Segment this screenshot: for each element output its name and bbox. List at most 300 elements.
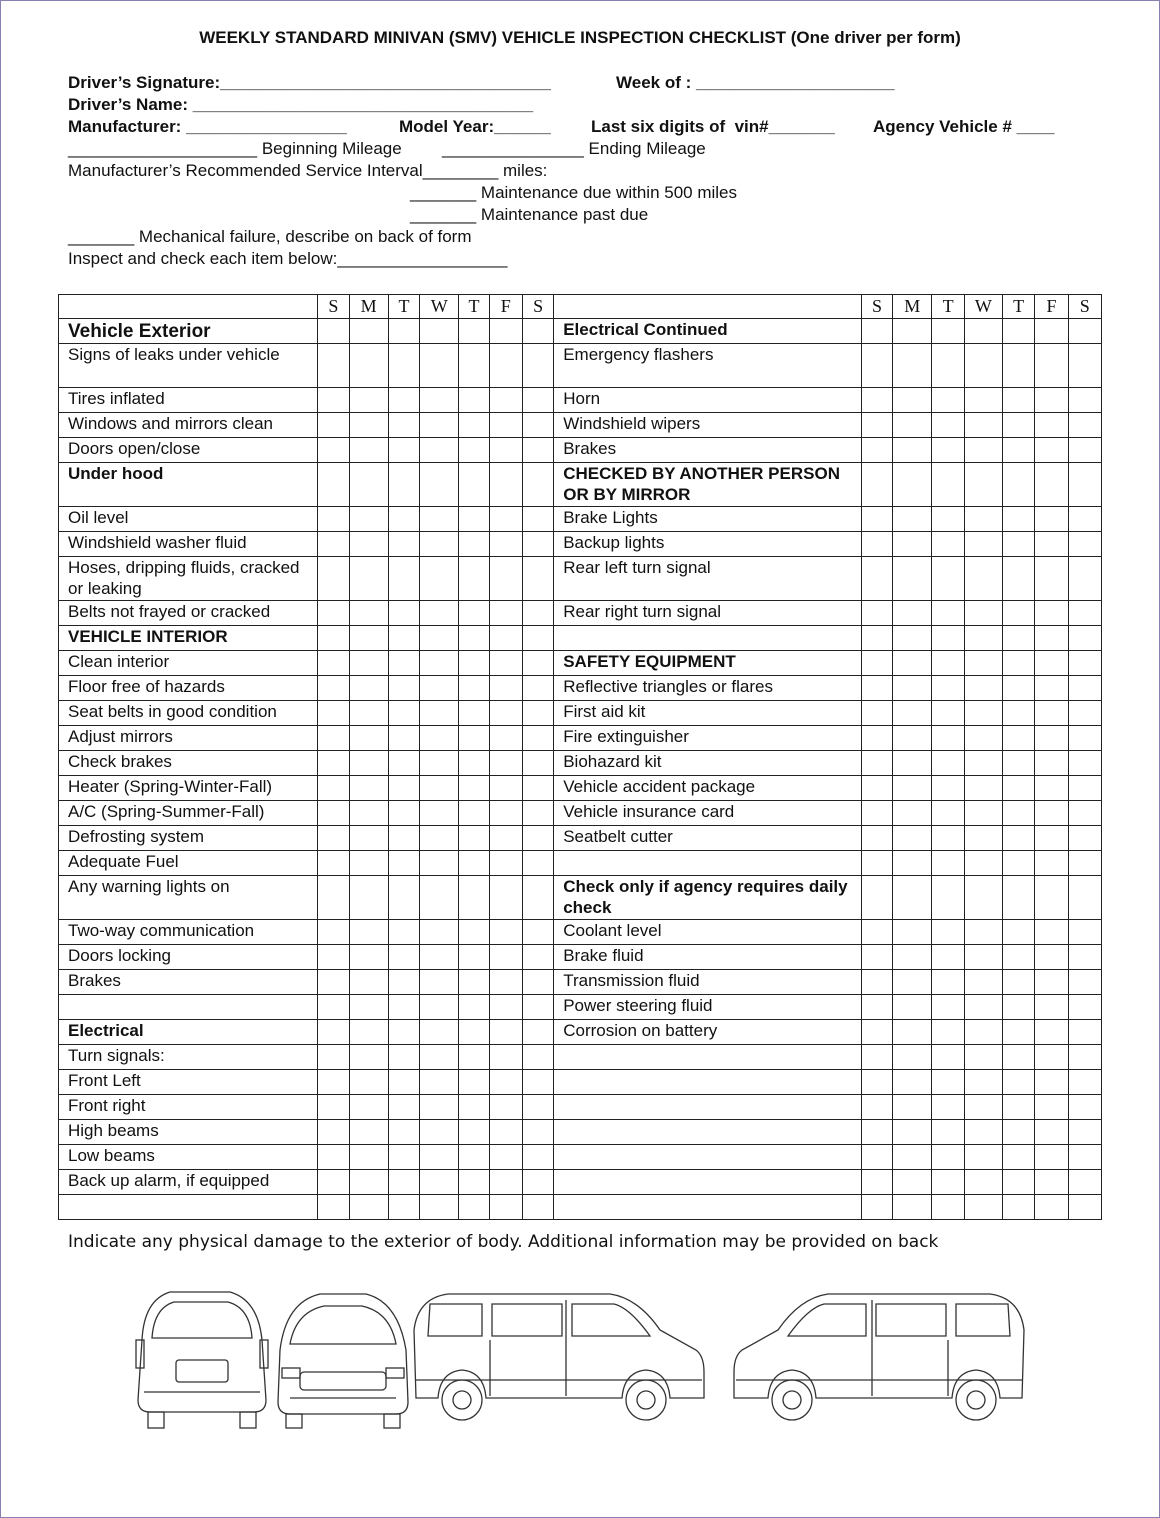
left-checkbox-day-6[interactable] — [522, 438, 553, 463]
right-checkbox-day-0[interactable] — [861, 970, 892, 995]
driver-name-field[interactable]: Driver’s Name: ____________________________________ — [68, 95, 534, 114]
right-checkbox-day-3[interactable] — [964, 601, 1002, 626]
right-checkbox-day-2[interactable] — [932, 920, 964, 945]
left-checkbox-day-3[interactable] — [420, 1070, 459, 1095]
week-of-field[interactable]: Week of : _____________________ — [616, 73, 895, 92]
right-checkbox-day-6[interactable] — [1068, 319, 1101, 344]
left-checkbox-day-1[interactable] — [349, 851, 388, 876]
left-checkbox-day-2[interactable] — [388, 1045, 419, 1070]
left-checkbox-day-0[interactable] — [318, 1195, 349, 1220]
left-checkbox-day-3[interactable] — [420, 701, 459, 726]
right-checkbox-day-1[interactable] — [893, 726, 932, 751]
left-checkbox-day-3[interactable] — [420, 826, 459, 851]
left-checkbox-day-3[interactable] — [420, 626, 459, 651]
right-checkbox-day-1[interactable] — [893, 1045, 932, 1070]
left-checkbox-day-6[interactable] — [522, 1120, 553, 1145]
left-checkbox-day-6[interactable] — [522, 1095, 553, 1120]
left-checkbox-day-1[interactable] — [349, 726, 388, 751]
right-checkbox-day-2[interactable] — [932, 826, 964, 851]
left-checkbox-day-3[interactable] — [420, 344, 459, 388]
left-checkbox-day-5[interactable] — [489, 344, 522, 388]
left-checkbox-day-4[interactable] — [459, 876, 489, 920]
left-checkbox-day-6[interactable] — [522, 801, 553, 826]
left-checkbox-day-4[interactable] — [459, 557, 489, 601]
left-checkbox-day-3[interactable] — [420, 751, 459, 776]
maintenance-past-due-field[interactable]: _______ Maintenance past due — [410, 205, 649, 224]
right-checkbox-day-2[interactable] — [932, 801, 964, 826]
left-checkbox-day-4[interactable] — [459, 1020, 489, 1045]
manufacturer-field[interactable]: Manufacturer: _________________ — [68, 117, 347, 136]
left-checkbox-day-5[interactable] — [489, 601, 522, 626]
right-checkbox-day-4[interactable] — [1003, 701, 1035, 726]
left-checkbox-day-0[interactable] — [318, 920, 349, 945]
left-checkbox-day-4[interactable] — [459, 463, 489, 507]
left-checkbox-day-2[interactable] — [388, 726, 419, 751]
right-checkbox-day-5[interactable] — [1035, 945, 1068, 970]
left-checkbox-day-5[interactable] — [489, 801, 522, 826]
right-checkbox-day-6[interactable] — [1068, 751, 1101, 776]
left-checkbox-day-4[interactable] — [459, 413, 489, 438]
right-checkbox-day-0[interactable] — [861, 601, 892, 626]
right-checkbox-day-5[interactable] — [1035, 532, 1068, 557]
right-checkbox-day-4[interactable] — [1003, 1120, 1035, 1145]
left-checkbox-day-1[interactable] — [349, 826, 388, 851]
left-checkbox-day-0[interactable] — [318, 1120, 349, 1145]
right-checkbox-day-1[interactable] — [893, 826, 932, 851]
left-checkbox-day-6[interactable] — [522, 413, 553, 438]
right-checkbox-day-1[interactable] — [893, 1195, 932, 1220]
left-checkbox-day-6[interactable] — [522, 1020, 553, 1045]
right-checkbox-day-3[interactable] — [964, 626, 1002, 651]
left-checkbox-day-3[interactable] — [420, 726, 459, 751]
right-checkbox-day-0[interactable] — [861, 1145, 892, 1170]
right-checkbox-day-2[interactable] — [932, 463, 964, 507]
right-checkbox-day-4[interactable] — [1003, 1145, 1035, 1170]
right-checkbox-day-2[interactable] — [932, 319, 964, 344]
right-checkbox-day-6[interactable] — [1068, 876, 1101, 920]
left-checkbox-day-4[interactable] — [459, 651, 489, 676]
left-checkbox-day-5[interactable] — [489, 438, 522, 463]
right-checkbox-day-1[interactable] — [893, 532, 932, 557]
right-checkbox-day-3[interactable] — [964, 826, 1002, 851]
right-checkbox-day-1[interactable] — [893, 851, 932, 876]
left-checkbox-day-0[interactable] — [318, 507, 349, 532]
left-checkbox-day-6[interactable] — [522, 945, 553, 970]
left-checkbox-day-1[interactable] — [349, 388, 388, 413]
left-checkbox-day-4[interactable] — [459, 1045, 489, 1070]
right-checkbox-day-5[interactable] — [1035, 1095, 1068, 1120]
right-checkbox-day-2[interactable] — [932, 651, 964, 676]
left-checkbox-day-6[interactable] — [522, 1195, 553, 1220]
right-checkbox-day-4[interactable] — [1003, 676, 1035, 701]
right-checkbox-day-6[interactable] — [1068, 438, 1101, 463]
left-checkbox-day-0[interactable] — [318, 1145, 349, 1170]
right-checkbox-day-5[interactable] — [1035, 507, 1068, 532]
right-checkbox-day-3[interactable] — [964, 995, 1002, 1020]
left-checkbox-day-2[interactable] — [388, 1145, 419, 1170]
left-checkbox-day-0[interactable] — [318, 995, 349, 1020]
left-checkbox-day-0[interactable] — [318, 1070, 349, 1095]
right-checkbox-day-6[interactable] — [1068, 507, 1101, 532]
right-checkbox-day-5[interactable] — [1035, 463, 1068, 507]
right-checkbox-day-4[interactable] — [1003, 776, 1035, 801]
right-checkbox-day-1[interactable] — [893, 413, 932, 438]
left-checkbox-day-1[interactable] — [349, 319, 388, 344]
left-checkbox-day-3[interactable] — [420, 463, 459, 507]
left-checkbox-day-5[interactable] — [489, 463, 522, 507]
left-checkbox-day-4[interactable] — [459, 970, 489, 995]
right-checkbox-day-1[interactable] — [893, 920, 932, 945]
right-checkbox-day-2[interactable] — [932, 776, 964, 801]
right-checkbox-day-0[interactable] — [861, 507, 892, 532]
left-checkbox-day-6[interactable] — [522, 463, 553, 507]
left-checkbox-day-5[interactable] — [489, 726, 522, 751]
right-checkbox-day-0[interactable] — [861, 388, 892, 413]
left-checkbox-day-3[interactable] — [420, 413, 459, 438]
right-checkbox-day-3[interactable] — [964, 388, 1002, 413]
left-checkbox-day-6[interactable] — [522, 344, 553, 388]
right-checkbox-day-4[interactable] — [1003, 438, 1035, 463]
right-checkbox-day-3[interactable] — [964, 876, 1002, 920]
left-checkbox-day-3[interactable] — [420, 1020, 459, 1045]
right-checkbox-day-3[interactable] — [964, 344, 1002, 388]
left-checkbox-day-2[interactable] — [388, 507, 419, 532]
left-checkbox-day-5[interactable] — [489, 507, 522, 532]
right-checkbox-day-3[interactable] — [964, 413, 1002, 438]
right-checkbox-day-5[interactable] — [1035, 626, 1068, 651]
left-checkbox-day-2[interactable] — [388, 319, 419, 344]
right-checkbox-day-0[interactable] — [861, 676, 892, 701]
left-checkbox-day-4[interactable] — [459, 826, 489, 851]
left-checkbox-day-3[interactable] — [420, 676, 459, 701]
right-checkbox-day-4[interactable] — [1003, 319, 1035, 344]
left-checkbox-day-2[interactable] — [388, 851, 419, 876]
right-checkbox-day-1[interactable] — [893, 388, 932, 413]
left-checkbox-day-5[interactable] — [489, 1020, 522, 1045]
right-checkbox-day-1[interactable] — [893, 995, 932, 1020]
right-checkbox-day-3[interactable] — [964, 1095, 1002, 1120]
left-checkbox-day-1[interactable] — [349, 970, 388, 995]
right-checkbox-day-6[interactable] — [1068, 388, 1101, 413]
left-checkbox-day-0[interactable] — [318, 319, 349, 344]
left-checkbox-day-0[interactable] — [318, 532, 349, 557]
right-checkbox-day-5[interactable] — [1035, 751, 1068, 776]
left-checkbox-day-3[interactable] — [420, 995, 459, 1020]
right-checkbox-day-5[interactable] — [1035, 413, 1068, 438]
left-checkbox-day-0[interactable] — [318, 557, 349, 601]
right-checkbox-day-0[interactable] — [861, 1195, 892, 1220]
right-checkbox-day-4[interactable] — [1003, 532, 1035, 557]
left-checkbox-day-2[interactable] — [388, 344, 419, 388]
right-checkbox-day-6[interactable] — [1068, 826, 1101, 851]
right-checkbox-day-3[interactable] — [964, 1020, 1002, 1045]
right-checkbox-day-6[interactable] — [1068, 463, 1101, 507]
left-checkbox-day-1[interactable] — [349, 876, 388, 920]
right-checkbox-day-3[interactable] — [964, 776, 1002, 801]
left-checkbox-day-6[interactable] — [522, 726, 553, 751]
left-checkbox-day-6[interactable] — [522, 701, 553, 726]
right-checkbox-day-6[interactable] — [1068, 945, 1101, 970]
left-checkbox-day-0[interactable] — [318, 388, 349, 413]
left-checkbox-day-1[interactable] — [349, 776, 388, 801]
left-checkbox-day-3[interactable] — [420, 1170, 459, 1195]
right-checkbox-day-5[interactable] — [1035, 676, 1068, 701]
right-checkbox-day-2[interactable] — [932, 344, 964, 388]
right-checkbox-day-1[interactable] — [893, 626, 932, 651]
right-checkbox-day-6[interactable] — [1068, 1120, 1101, 1145]
left-checkbox-day-2[interactable] — [388, 413, 419, 438]
left-checkbox-day-3[interactable] — [420, 507, 459, 532]
left-checkbox-day-1[interactable] — [349, 945, 388, 970]
left-checkbox-day-0[interactable] — [318, 1045, 349, 1070]
right-checkbox-day-3[interactable] — [964, 1195, 1002, 1220]
left-checkbox-day-4[interactable] — [459, 507, 489, 532]
right-checkbox-day-3[interactable] — [964, 532, 1002, 557]
right-checkbox-day-5[interactable] — [1035, 319, 1068, 344]
ending-mileage-field[interactable]: _______________ Ending Mileage — [442, 139, 706, 158]
left-checkbox-day-4[interactable] — [459, 344, 489, 388]
right-checkbox-day-1[interactable] — [893, 1020, 932, 1045]
left-checkbox-day-6[interactable] — [522, 676, 553, 701]
right-checkbox-day-2[interactable] — [932, 1095, 964, 1120]
model-year-field[interactable]: Model Year:______ — [399, 117, 551, 136]
left-checkbox-day-5[interactable] — [489, 1145, 522, 1170]
left-checkbox-day-1[interactable] — [349, 344, 388, 388]
right-checkbox-day-4[interactable] — [1003, 1195, 1035, 1220]
left-checkbox-day-4[interactable] — [459, 1070, 489, 1095]
left-checkbox-day-3[interactable] — [420, 945, 459, 970]
right-checkbox-day-4[interactable] — [1003, 1170, 1035, 1195]
left-checkbox-day-1[interactable] — [349, 463, 388, 507]
right-checkbox-day-4[interactable] — [1003, 995, 1035, 1020]
left-checkbox-day-4[interactable] — [459, 776, 489, 801]
right-checkbox-day-3[interactable] — [964, 751, 1002, 776]
left-checkbox-day-1[interactable] — [349, 701, 388, 726]
right-checkbox-day-2[interactable] — [932, 751, 964, 776]
agency-vehicle-field[interactable]: Agency Vehicle # ____ — [873, 117, 1055, 136]
left-checkbox-day-6[interactable] — [522, 995, 553, 1020]
left-checkbox-day-0[interactable] — [318, 413, 349, 438]
right-checkbox-day-6[interactable] — [1068, 676, 1101, 701]
left-checkbox-day-6[interactable] — [522, 1045, 553, 1070]
left-checkbox-day-6[interactable] — [522, 851, 553, 876]
left-checkbox-day-3[interactable] — [420, 532, 459, 557]
right-checkbox-day-6[interactable] — [1068, 701, 1101, 726]
right-checkbox-day-2[interactable] — [932, 945, 964, 970]
right-checkbox-day-5[interactable] — [1035, 776, 1068, 801]
left-checkbox-day-5[interactable] — [489, 1045, 522, 1070]
left-checkbox-day-0[interactable] — [318, 701, 349, 726]
right-checkbox-day-4[interactable] — [1003, 826, 1035, 851]
right-checkbox-day-1[interactable] — [893, 876, 932, 920]
left-checkbox-day-1[interactable] — [349, 651, 388, 676]
right-checkbox-day-5[interactable] — [1035, 801, 1068, 826]
beginning-mileage-field[interactable]: ____________________ Beginning Mileage — [68, 139, 402, 158]
right-checkbox-day-2[interactable] — [932, 1045, 964, 1070]
driver-signature-field[interactable]: Driver’s Signature:___________________________________ — [68, 73, 552, 92]
left-checkbox-day-6[interactable] — [522, 557, 553, 601]
right-checkbox-day-2[interactable] — [932, 995, 964, 1020]
left-checkbox-day-6[interactable] — [522, 920, 553, 945]
left-checkbox-day-5[interactable] — [489, 1195, 522, 1220]
left-checkbox-day-3[interactable] — [420, 1095, 459, 1120]
left-checkbox-day-5[interactable] — [489, 970, 522, 995]
left-checkbox-day-0[interactable] — [318, 851, 349, 876]
left-checkbox-day-0[interactable] — [318, 601, 349, 626]
right-checkbox-day-0[interactable] — [861, 1095, 892, 1120]
right-checkbox-day-5[interactable] — [1035, 388, 1068, 413]
right-checkbox-day-0[interactable] — [861, 344, 892, 388]
left-checkbox-day-3[interactable] — [420, 1145, 459, 1170]
left-checkbox-day-0[interactable] — [318, 970, 349, 995]
right-checkbox-day-0[interactable] — [861, 532, 892, 557]
left-checkbox-day-4[interactable] — [459, 532, 489, 557]
right-checkbox-day-2[interactable] — [932, 701, 964, 726]
left-checkbox-day-6[interactable] — [522, 751, 553, 776]
right-checkbox-day-6[interactable] — [1068, 1145, 1101, 1170]
right-checkbox-day-6[interactable] — [1068, 1095, 1101, 1120]
left-checkbox-day-1[interactable] — [349, 1145, 388, 1170]
left-checkbox-day-2[interactable] — [388, 1170, 419, 1195]
left-checkbox-day-6[interactable] — [522, 626, 553, 651]
left-checkbox-day-2[interactable] — [388, 920, 419, 945]
right-checkbox-day-6[interactable] — [1068, 413, 1101, 438]
left-checkbox-day-2[interactable] — [388, 1195, 419, 1220]
left-checkbox-day-1[interactable] — [349, 626, 388, 651]
left-checkbox-day-4[interactable] — [459, 726, 489, 751]
right-checkbox-day-3[interactable] — [964, 1145, 1002, 1170]
right-checkbox-day-4[interactable] — [1003, 920, 1035, 945]
left-checkbox-day-4[interactable] — [459, 1195, 489, 1220]
right-checkbox-day-3[interactable] — [964, 726, 1002, 751]
right-checkbox-day-3[interactable] — [964, 920, 1002, 945]
right-checkbox-day-4[interactable] — [1003, 601, 1035, 626]
left-checkbox-day-3[interactable] — [420, 388, 459, 413]
left-checkbox-day-3[interactable] — [420, 1120, 459, 1145]
right-checkbox-day-4[interactable] — [1003, 651, 1035, 676]
right-checkbox-day-5[interactable] — [1035, 601, 1068, 626]
left-checkbox-day-6[interactable] — [522, 876, 553, 920]
right-checkbox-day-3[interactable] — [964, 945, 1002, 970]
left-checkbox-day-6[interactable] — [522, 651, 553, 676]
right-checkbox-day-6[interactable] — [1068, 344, 1101, 388]
right-checkbox-day-6[interactable] — [1068, 532, 1101, 557]
right-checkbox-day-5[interactable] — [1035, 1070, 1068, 1095]
left-checkbox-day-1[interactable] — [349, 676, 388, 701]
left-checkbox-day-6[interactable] — [522, 970, 553, 995]
right-checkbox-day-0[interactable] — [861, 995, 892, 1020]
right-checkbox-day-5[interactable] — [1035, 920, 1068, 945]
left-checkbox-day-4[interactable] — [459, 920, 489, 945]
vin-field[interactable]: Last six digits of vin#_______ — [591, 117, 835, 136]
right-checkbox-day-1[interactable] — [893, 701, 932, 726]
right-checkbox-day-4[interactable] — [1003, 801, 1035, 826]
right-checkbox-day-6[interactable] — [1068, 1020, 1101, 1045]
right-checkbox-day-2[interactable] — [932, 413, 964, 438]
left-checkbox-day-2[interactable] — [388, 776, 419, 801]
right-checkbox-day-2[interactable] — [932, 1120, 964, 1145]
right-checkbox-day-5[interactable] — [1035, 1020, 1068, 1045]
left-checkbox-day-6[interactable] — [522, 532, 553, 557]
left-checkbox-day-2[interactable] — [388, 945, 419, 970]
left-checkbox-day-2[interactable] — [388, 970, 419, 995]
right-checkbox-day-3[interactable] — [964, 701, 1002, 726]
right-checkbox-day-0[interactable] — [861, 557, 892, 601]
maintenance-due-500-field[interactable]: _______ Maintenance due within 500 miles — [410, 183, 738, 202]
left-checkbox-day-3[interactable] — [420, 920, 459, 945]
left-checkbox-day-4[interactable] — [459, 601, 489, 626]
left-checkbox-day-4[interactable] — [459, 801, 489, 826]
right-checkbox-day-4[interactable] — [1003, 507, 1035, 532]
right-checkbox-day-5[interactable] — [1035, 851, 1068, 876]
left-checkbox-day-2[interactable] — [388, 601, 419, 626]
left-checkbox-day-2[interactable] — [388, 1070, 419, 1095]
right-checkbox-day-6[interactable] — [1068, 601, 1101, 626]
left-checkbox-day-3[interactable] — [420, 319, 459, 344]
right-checkbox-day-0[interactable] — [861, 413, 892, 438]
right-checkbox-day-0[interactable] — [861, 626, 892, 651]
left-checkbox-day-1[interactable] — [349, 1195, 388, 1220]
service-interval-field[interactable]: Manufacturer’s Recommended Service Interval________ miles: — [68, 161, 548, 180]
left-checkbox-day-2[interactable] — [388, 676, 419, 701]
right-checkbox-day-4[interactable] — [1003, 344, 1035, 388]
right-checkbox-day-1[interactable] — [893, 776, 932, 801]
left-checkbox-day-0[interactable] — [318, 726, 349, 751]
right-checkbox-day-4[interactable] — [1003, 463, 1035, 507]
left-checkbox-day-3[interactable] — [420, 601, 459, 626]
right-checkbox-day-0[interactable] — [861, 1170, 892, 1195]
right-checkbox-day-1[interactable] — [893, 319, 932, 344]
right-checkbox-day-4[interactable] — [1003, 751, 1035, 776]
left-checkbox-day-5[interactable] — [489, 651, 522, 676]
left-checkbox-day-2[interactable] — [388, 557, 419, 601]
left-checkbox-day-4[interactable] — [459, 626, 489, 651]
left-checkbox-day-0[interactable] — [318, 826, 349, 851]
right-checkbox-day-0[interactable] — [861, 851, 892, 876]
left-checkbox-day-2[interactable] — [388, 801, 419, 826]
right-checkbox-day-1[interactable] — [893, 1145, 932, 1170]
left-checkbox-day-5[interactable] — [489, 388, 522, 413]
right-checkbox-day-4[interactable] — [1003, 557, 1035, 601]
left-checkbox-day-2[interactable] — [388, 876, 419, 920]
left-checkbox-day-1[interactable] — [349, 507, 388, 532]
left-checkbox-day-4[interactable] — [459, 995, 489, 1020]
right-checkbox-day-5[interactable] — [1035, 344, 1068, 388]
right-checkbox-day-6[interactable] — [1068, 995, 1101, 1020]
right-checkbox-day-2[interactable] — [932, 388, 964, 413]
left-checkbox-day-0[interactable] — [318, 676, 349, 701]
left-checkbox-day-1[interactable] — [349, 532, 388, 557]
right-checkbox-day-2[interactable] — [932, 507, 964, 532]
right-checkbox-day-0[interactable] — [861, 826, 892, 851]
left-checkbox-day-2[interactable] — [388, 1095, 419, 1120]
van-diagram[interactable] — [130, 1280, 1030, 1440]
right-checkbox-day-2[interactable] — [932, 1070, 964, 1095]
right-checkbox-day-0[interactable] — [861, 1120, 892, 1145]
right-checkbox-day-5[interactable] — [1035, 995, 1068, 1020]
right-checkbox-day-2[interactable] — [932, 726, 964, 751]
left-checkbox-day-2[interactable] — [388, 995, 419, 1020]
left-checkbox-day-1[interactable] — [349, 1170, 388, 1195]
right-checkbox-day-0[interactable] — [861, 751, 892, 776]
right-checkbox-day-3[interactable] — [964, 438, 1002, 463]
right-checkbox-day-6[interactable] — [1068, 1045, 1101, 1070]
left-checkbox-day-2[interactable] — [388, 826, 419, 851]
right-checkbox-day-4[interactable] — [1003, 1095, 1035, 1120]
left-checkbox-day-0[interactable] — [318, 945, 349, 970]
right-checkbox-day-5[interactable] — [1035, 970, 1068, 995]
left-checkbox-day-1[interactable] — [349, 995, 388, 1020]
